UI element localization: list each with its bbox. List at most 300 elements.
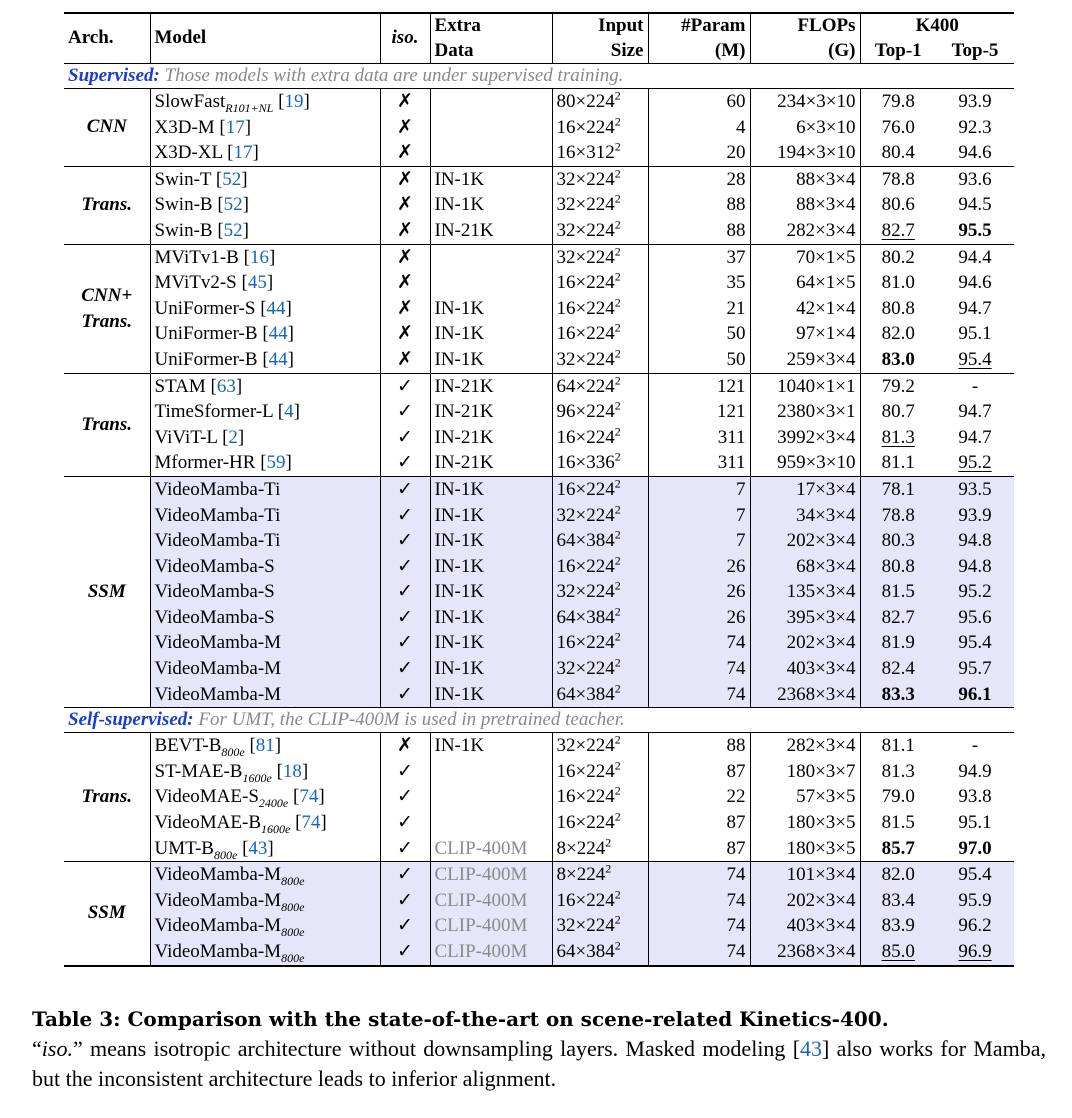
- iso-mark: ✓: [380, 373, 430, 399]
- model-cell: UniFormer-B [44]: [150, 321, 380, 347]
- input-size: 32×224: [556, 915, 615, 937]
- citation-link[interactable]: 63: [216, 375, 236, 397]
- citation-link[interactable]: 16: [249, 246, 269, 268]
- header-extra-1: Extra: [430, 13, 552, 39]
- flops-cell: 17×3×4: [750, 476, 860, 502]
- top1-cell: [860, 528, 936, 554]
- top1-cell: [860, 115, 936, 141]
- flops-cell: 202×3×4: [750, 528, 860, 554]
- input-size-cell: [552, 425, 648, 451]
- model-subscript: 2400e: [258, 796, 289, 811]
- citation-link[interactable]: 52: [223, 219, 243, 241]
- flops-cell: 70×1×5: [750, 244, 860, 270]
- input-size-cell: [552, 450, 648, 476]
- top1-value: 81.0: [881, 272, 915, 294]
- iso-mark: ✗: [380, 296, 430, 322]
- extra-data-cell: IN-21K: [430, 425, 552, 451]
- model-cell: Swin-B [52]: [150, 192, 380, 218]
- model-cell: Swin-T [52]: [150, 166, 380, 192]
- input-size-exponent: 2: [614, 270, 621, 284]
- flops-cell: 64×1×5: [750, 270, 860, 296]
- model-cell: [150, 862, 380, 888]
- arch-cell: [64, 166, 150, 244]
- caption-text-2: ] also works for Mamba, but the inconsistent architecture leads to inferior alignment.: [32, 1036, 1046, 1091]
- param-cell: 88: [648, 192, 750, 218]
- citation-link[interactable]: 17: [233, 142, 253, 164]
- table-row: [64, 554, 1014, 580]
- top5-cell: [936, 579, 1014, 605]
- model-name: UniFormer-B: [154, 348, 258, 370]
- model-name: UMT-B: [154, 837, 214, 859]
- top1-cell: [860, 270, 936, 296]
- input-size-exponent: 2: [614, 732, 621, 747]
- table-row: [64, 450, 1014, 476]
- model-name: VideoMAE-S: [154, 786, 259, 808]
- input-size-cell: [552, 554, 648, 580]
- input-size-exponent: 2: [614, 166, 621, 181]
- top1-cell: [860, 579, 936, 605]
- param-cell: 26: [648, 554, 750, 580]
- extra-data-cell: IN-1K: [430, 192, 552, 218]
- header-flops-1: FLOPs: [750, 13, 860, 39]
- section-label: Supervised:: [68, 65, 160, 86]
- top1-value: 80.7: [881, 401, 915, 423]
- table-row: [64, 579, 1014, 605]
- extra-data-cell: CLIP-400M: [430, 913, 552, 939]
- input-size: 16×224: [556, 632, 615, 654]
- section-header-row: [64, 708, 1014, 733]
- results-table-container: [64, 12, 1014, 967]
- top5-cell: [936, 373, 1014, 399]
- input-size-exponent: 2: [614, 244, 621, 259]
- iso-mark: ✓: [380, 554, 430, 580]
- top5-value: 95.5: [958, 219, 992, 241]
- header-model: Model: [150, 13, 380, 64]
- citation-link[interactable]: 59: [266, 452, 286, 474]
- param-cell: 74: [648, 862, 750, 888]
- model-subscript: 1600e: [261, 821, 291, 836]
- top5-cell: [936, 296, 1014, 322]
- extra-data-cell: IN-1K: [430, 579, 552, 605]
- citation-link[interactable]: 18: [282, 760, 302, 782]
- top1-value: 81.3: [881, 760, 915, 782]
- model-cell: MViTv2-S [45]: [150, 270, 380, 296]
- top5-cell: [936, 888, 1014, 914]
- iso-mark: ✓: [380, 888, 430, 914]
- extra-data-cell: IN-21K: [430, 399, 552, 425]
- header-input-2: Size: [552, 39, 648, 64]
- table-row: [64, 810, 1014, 836]
- top5-cell: [936, 270, 1014, 296]
- citation-link[interactable]: 4: [284, 401, 294, 423]
- model-cell: MViTv1-B [16]: [150, 244, 380, 270]
- model-name: VideoMamba-M: [154, 941, 282, 962]
- input-size-cell: [552, 166, 648, 192]
- top1-cell: [860, 836, 936, 862]
- table-row: [64, 682, 1014, 708]
- caption-open-quote: “: [32, 1036, 42, 1061]
- table-row: [64, 296, 1014, 322]
- top1-value: 82.0: [881, 864, 915, 886]
- extra-data-cell: [430, 140, 552, 166]
- input-size: 32×224: [556, 581, 615, 603]
- model-subscript: 800e: [281, 925, 305, 939]
- model-cell: [150, 554, 380, 580]
- citation-link[interactable]: 2: [228, 426, 238, 448]
- model-cell: VideoMAE-$B_{1600e}$ [74]: [150, 810, 380, 836]
- top1-cell: [860, 140, 936, 166]
- extra-data-cell: CLIP-400M: [430, 939, 552, 965]
- citation-link[interactable]: 44: [268, 348, 288, 370]
- iso-mark: ✗: [380, 733, 430, 759]
- table-row: [64, 836, 1014, 862]
- top5-cell: [936, 528, 1014, 554]
- top5-cell: [936, 244, 1014, 270]
- flops-cell: 202×3×4: [750, 888, 860, 914]
- header-extra-2: Data: [430, 39, 552, 64]
- input-size-exponent: 2: [614, 553, 621, 568]
- iso-mark: ✓: [380, 810, 430, 836]
- param-cell: 74: [648, 656, 750, 682]
- extra-data-cell: CLIP-400M: [430, 836, 552, 862]
- model-cell: X3D-M [17]: [150, 115, 380, 141]
- input-size-exponent: 2: [614, 630, 621, 645]
- top5-value: 95.2: [958, 581, 992, 603]
- section-header-row: [64, 64, 1014, 89]
- model-name: ST-MAE-B: [154, 760, 243, 782]
- input-size-exponent: 2: [614, 502, 621, 517]
- top5-value: 94.6: [958, 272, 992, 294]
- model-cell: VideoMAE-$S_{2400e}$ [74]: [150, 784, 380, 810]
- top1-cell: [860, 399, 936, 425]
- input-size-exponent: 2: [614, 604, 621, 619]
- input-size-cell: [552, 244, 648, 270]
- header-input-1: Input: [552, 13, 648, 39]
- top1-cell: [860, 244, 936, 270]
- input-size-cell: [552, 218, 648, 244]
- top5-cell: [936, 656, 1014, 682]
- extra-data-cell: IN-21K: [430, 450, 552, 476]
- top1-cell: [860, 784, 936, 810]
- arch-label: SSM: [87, 902, 126, 924]
- top1-cell: [860, 656, 936, 682]
- input-size-exponent: 2: [614, 810, 621, 824]
- model-name: TimeSformer-L: [154, 401, 274, 423]
- param-cell: 87: [648, 810, 750, 836]
- top1-value: 80.8: [881, 297, 915, 319]
- citation-link[interactable]: 44: [266, 297, 286, 319]
- caption-citation-link[interactable]: 43: [800, 1036, 823, 1061]
- top5-value: 94.5: [958, 194, 992, 216]
- flops-cell: 282×3×4: [750, 733, 860, 759]
- citation-link[interactable]: 43: [248, 837, 268, 859]
- top5-value: 94.8: [958, 555, 992, 577]
- top5-value: 93.9: [958, 504, 992, 526]
- top5-value: 96.9: [958, 941, 992, 962]
- input-size-exponent: 2: [614, 887, 621, 902]
- top5-value: 95.1: [958, 323, 992, 345]
- top5-cell: [936, 554, 1014, 580]
- top5-value: 95.4: [958, 864, 992, 886]
- top5-cell: [936, 140, 1014, 166]
- input-size: 64×384: [556, 530, 615, 552]
- table-row: [64, 218, 1014, 244]
- model-cell: [150, 682, 380, 708]
- flops-cell: 180×3×7: [750, 759, 860, 785]
- top1-cell: [860, 630, 936, 656]
- top5-cell: [936, 476, 1014, 502]
- section-header: [64, 708, 1014, 733]
- top1-value: 81.1: [881, 452, 915, 474]
- input-size-cell: [552, 296, 648, 322]
- model-name: MViTv1-B: [154, 246, 239, 268]
- top1-cell: [860, 321, 936, 347]
- input-size-exponent: 2: [614, 346, 621, 361]
- flops-cell: 959×3×10: [750, 450, 860, 476]
- top5-value: 94.6: [958, 142, 992, 164]
- top5-cell: [936, 218, 1014, 244]
- top5-cell: [936, 321, 1014, 347]
- header-top1: Top-1: [860, 39, 936, 64]
- top1-value: 81.3: [881, 426, 915, 448]
- model-name: VideoMamba-S: [154, 581, 275, 603]
- input-size: 16×336: [556, 452, 615, 474]
- input-size: 32×224: [556, 194, 615, 216]
- caption-iso-term: iso.: [41, 1036, 73, 1061]
- table-row: [64, 192, 1014, 218]
- model-cell: [150, 913, 380, 939]
- model-name: ViViT-L: [154, 426, 218, 448]
- flops-cell: 42×1×4: [750, 296, 860, 322]
- input-size: 16×224: [556, 426, 615, 448]
- table-header: [64, 13, 1014, 64]
- top1-value: 83.0: [881, 348, 915, 370]
- flops-cell: 57×3×5: [750, 784, 860, 810]
- iso-mark: ✓: [380, 913, 430, 939]
- top1-value: 81.9: [881, 632, 915, 654]
- input-size-cell: [552, 682, 648, 708]
- input-size: 32×224: [556, 219, 615, 241]
- table-row: [64, 425, 1014, 451]
- input-size: 80×224: [556, 91, 615, 112]
- top1-value: 82.0: [881, 323, 915, 345]
- citation-link[interactable]: 52: [222, 168, 242, 190]
- top1-cell: [860, 218, 936, 244]
- param-cell: 26: [648, 579, 750, 605]
- table-row: [64, 605, 1014, 631]
- citation-link[interactable]: 44: [268, 323, 288, 345]
- input-size-exponent: 2: [614, 450, 621, 464]
- param-cell: 22: [648, 784, 750, 810]
- input-size-exponent: 2: [614, 758, 621, 773]
- citation-link[interactable]: 81: [255, 735, 275, 757]
- flops-cell: 1040×1×1: [750, 373, 860, 399]
- input-size: 16×224: [556, 478, 615, 500]
- model-cell: Swin-B [52]: [150, 218, 380, 244]
- top1-value: 81.5: [881, 581, 915, 603]
- top1-value: 82.7: [881, 606, 915, 628]
- model-subscript: 800e: [281, 950, 305, 965]
- extra-data-cell: CLIP-400M: [430, 862, 552, 888]
- extra-data-cell: [430, 270, 552, 296]
- model-name: Mformer-HR: [154, 452, 256, 474]
- citation-link[interactable]: 19: [284, 91, 304, 112]
- iso-mark: ✓: [380, 630, 430, 656]
- extra-data-cell: IN-1K: [430, 503, 552, 529]
- input-size-exponent: 2: [614, 373, 621, 388]
- extra-data-cell: IN-1K: [430, 630, 552, 656]
- param-cell: 74: [648, 913, 750, 939]
- top5-value: 93.6: [958, 168, 992, 190]
- model-name: UniFormer-B: [154, 323, 258, 345]
- param-cell: 88: [648, 733, 750, 759]
- input-size: 32×224: [556, 658, 615, 680]
- arch-label: CNN: [86, 116, 127, 138]
- table-body: [64, 64, 1014, 965]
- model-cell: Mformer-HR [59]: [150, 450, 380, 476]
- citation-link[interactable]: 52: [223, 194, 243, 216]
- top5-value: 94.7: [958, 426, 992, 448]
- param-cell: 20: [648, 140, 750, 166]
- table-row: [64, 347, 1014, 373]
- input-size-cell: [552, 630, 648, 656]
- table-row: [64, 89, 1014, 115]
- top5-value: -: [971, 735, 979, 757]
- model-subscript: 800e: [281, 899, 305, 914]
- citation-link[interactable]: 45: [247, 272, 267, 294]
- input-size: 16×224: [556, 889, 615, 911]
- input-size-cell: [552, 605, 648, 631]
- caption-block: [32, 1004, 1046, 1094]
- top5-value: 94.4: [958, 246, 992, 268]
- flops-cell: 194×3×10: [750, 140, 860, 166]
- param-cell: 37: [648, 244, 750, 270]
- model-subscript: 800e: [213, 847, 238, 862]
- top5-value: 95.2: [958, 452, 992, 474]
- top5-value: 94.8: [958, 530, 992, 552]
- section-label: Self-supervised:: [68, 709, 194, 731]
- model-name: VideoMamba-Ti: [154, 478, 281, 500]
- top5-value: 93.5: [958, 478, 992, 500]
- top1-value: 81.5: [881, 812, 915, 834]
- input-size: 16×224: [556, 812, 615, 834]
- top1-value: 83.4: [881, 889, 915, 911]
- iso-mark: ✓: [380, 450, 430, 476]
- input-size-exponent: 2: [614, 424, 621, 439]
- param-cell: 50: [648, 321, 750, 347]
- input-size-cell: [552, 115, 648, 141]
- iso-mark: ✓: [380, 862, 430, 888]
- top5-value: 96.2: [958, 915, 992, 937]
- model-name: MViTv2-S: [154, 272, 237, 294]
- table-row: [64, 399, 1014, 425]
- iso-mark: ✓: [380, 939, 430, 965]
- input-size: 16×224: [556, 760, 615, 782]
- arch-cell: [64, 862, 150, 965]
- top1-value: 79.2: [881, 375, 915, 397]
- top1-cell: [860, 605, 936, 631]
- model-cell: STAM [63]: [150, 373, 380, 399]
- input-size: 32×224: [556, 348, 615, 370]
- model-cell: UniFormer-S [44]: [150, 296, 380, 322]
- table-row: [64, 503, 1014, 529]
- flops-cell: 2380×3×1: [750, 399, 860, 425]
- top5-value: 97.0: [958, 837, 992, 859]
- citation-link[interactable]: 74: [299, 786, 319, 808]
- input-size-exponent: 2: [614, 399, 621, 413]
- results-table: [64, 12, 1014, 965]
- input-size-exponent: 2: [605, 861, 612, 876]
- top1-value: 80.2: [881, 246, 915, 268]
- model-cell: SlowFast$_{R101+NL}$ [19]: [150, 89, 380, 115]
- top5-cell: [936, 450, 1014, 476]
- model-name: BEVT-B: [154, 735, 222, 757]
- model-cell: [150, 656, 380, 682]
- caption-text-1: ” means isotropic architecture without downsampling layers. Masked modeling [: [72, 1036, 801, 1061]
- input-size: 16×224: [556, 272, 615, 294]
- top1-value: 83.9: [881, 915, 915, 937]
- top5-cell: [936, 425, 1014, 451]
- table-row: [64, 166, 1014, 192]
- top5-cell: [936, 733, 1014, 759]
- header-param-1: #Param: [648, 13, 750, 39]
- model-name: VideoMamba-S: [154, 606, 275, 628]
- extra-data-cell: CLIP-400M: [430, 888, 552, 914]
- top1-cell: [860, 450, 936, 476]
- flops-cell: 202×3×4: [750, 630, 860, 656]
- param-cell: 311: [648, 450, 750, 476]
- caption-title: Table 3: Comparison with the state-of-the-art on scene-related Kinetics-400.: [32, 1007, 889, 1031]
- param-cell: 74: [648, 888, 750, 914]
- iso-mark: ✗: [380, 321, 430, 347]
- top5-cell: [936, 399, 1014, 425]
- flops-cell: 234×3×10: [750, 89, 860, 115]
- input-size-cell: [552, 836, 648, 862]
- iso-mark: ✓: [380, 759, 430, 785]
- top5-value: 94.7: [958, 297, 992, 319]
- table-row: [64, 630, 1014, 656]
- input-size: 32×224: [556, 504, 615, 526]
- flops-cell: 88×3×4: [750, 166, 860, 192]
- top1-value: 82.7: [881, 219, 915, 241]
- top1-cell: [860, 913, 936, 939]
- model-name: VideoMAE-B: [154, 812, 262, 834]
- model-cell: [150, 939, 380, 965]
- model-cell: BEVT-$B_{800e}$ [81]: [150, 733, 380, 759]
- model-cell: [150, 579, 380, 605]
- model-name: STAM: [154, 375, 206, 397]
- model-cell: X3D-XL [17]: [150, 140, 380, 166]
- top1-cell: [860, 296, 936, 322]
- top5-cell: [936, 166, 1014, 192]
- extra-data-cell: IN-1K: [430, 733, 552, 759]
- input-size-cell: [552, 759, 648, 785]
- param-cell: 87: [648, 759, 750, 785]
- header-k400: K400: [860, 13, 1014, 39]
- top5-cell: [936, 939, 1014, 965]
- citation-link[interactable]: 74: [301, 812, 321, 834]
- top1-value: 82.4: [881, 658, 915, 680]
- citation-link[interactable]: 17: [225, 116, 245, 138]
- input-size: 16×312: [556, 142, 615, 164]
- top1-value: 83.3: [881, 683, 915, 705]
- input-size: 16×224: [556, 555, 615, 577]
- flops-cell: 395×3×4: [750, 605, 860, 631]
- model-cell: TimeSformer-L [4]: [150, 399, 380, 425]
- input-size: 16×224: [556, 323, 615, 345]
- extra-data-cell: IN-1K: [430, 166, 552, 192]
- input-size-cell: [552, 733, 648, 759]
